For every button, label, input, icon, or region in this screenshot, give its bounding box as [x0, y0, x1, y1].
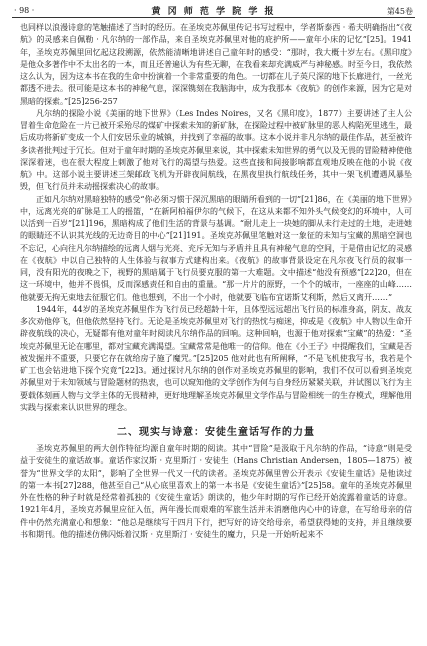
- section-heading: 二、现实与诗意：安徒生童话写作的力量: [117, 427, 315, 438]
- body-paragraph: 凡尔纳的探险小说《美丽的地下世界》（Les Indes Noires，又名《黑印度》，1877）主要讲述了主人公冒着生命危险在一片已被开采殆尽的煤矿中探索未知的新矿脉，在探险过程中被矿脉里的恶人构陷死里逃生，最后成功将新矿变成一个人们安居乐业的城镇，并找到了幸福的故事。这本小说并非凡尔纳的最佳作品，甚至被许多读者批判过于冗长。但对于童年时期的圣埃克苏佩里来说，其中探索未知世界的勇气以及无畏的冒险精神使他深深着迷，也在很大程度上刺激了他对飞行的渴望与热爱。这些直接和间接影响都直观地反映在他的小说《夜航》中。这部小说主要讲述三架邮政飞机为开辟夜间航线，在黑夜里执行航线任务，其中一架飞机遭遇风暴坠毁，但飞行员并未动摇探索决心的故事。: [20, 108, 412, 192]
- article-body: [20, 22, 412, 642]
- page-header: [14, 2, 413, 18]
- body-paragraph: 1944年，44岁的圣埃克苏佩里作为飞行员已经超龄十年，且体型远远超出飞行员的标准身高，阴友、战友多次劝他停飞，但他依然坚持飞行。无论是圣埃克苏佩里对飞行的热忱与痴迷，抑或是《夜航》中人物以生命开辟夜航线的决心，无疑都有他对童年时阅读凡尔纳作品的回响。这种回响，也源于他对探索“宝藏”的热爱：“圣埃克苏佩里无论在哪里，都对宝藏充满渴望。宝藏常常是他唯一的信仰。他在《小王子》中提醒我们，宝藏是否被发掘并不重要，只要它存在就给房子施了魔咒。”[25]205 他对此也有所阐释，“不是飞机使我写书，我若是个矿工也会钻进地下探个究竟”[22]3。通过探讨凡尔纳的创作对圣埃克苏佩里的影响，我们不仅可以看到圣埃克苏佩里对于未知领域与冒险题材的热衷，也可以窥知他的文学创作为何与自身经历紧紧关联，并试图以飞行为主要载体刻画人物与文学主体的无畏精神，更好地理解圣埃克苏佩里文学作品与冒险相统一的生存模式，理解他用实践与探索来认识世界的理念。: [20, 304, 412, 412]
- body-paragraph: 也同样以浪漫诗意的笔触描述了当时的经历。在圣埃克苏佩里传记书写过程中，学者斯泰西 · 希夫明确指出“《夜航》的灵感来自佩勒 · 凡尔纳的一部作品，来自圣埃克苏佩里对他的庇护所——童年小床的记忆”[25]。1941年，圣埃克苏佩里回忆起这段溯源，依然能清晰地讲述自己童年时的感受：“那时，我大概十岁左右。《黑印度》是他众多著作中不太出名的一本，而且还普遍认为有些无聊，在我看来却充满威严与神秘感。时至今日，我依然这么认为，因为这本书在我的生命中扮演着一个非常重要的角色。一切都在儿子英尺深的地下长廊进行，一丝光都透不进去。很可能是这本书的神秘气息，深深镌刻在我脑海中，成为我那本《夜航》的创作来源，因为它是对黑暗的探索。”[25]256-257: [20, 23, 412, 106]
- volume-label: 第45卷: [386, 7, 413, 16]
- journal-title: 黄 冈 师 范 学 院 学 报: [151, 7, 276, 17]
- page-number: · 98 ·: [14, 6, 35, 15]
- paragraph-group-bottom: [20, 443, 412, 541]
- body-paragraph: 圣埃克苏佩里的两大创作特征均源自童年时期的阅读。其中“冒险”是汲取于凡尔纳的作品，“诗意”则是受益于安徒生的童话故事。童话作家汉斯 · 克里斯汀 · 安徒生（Hans Christian Andersen，1805—1875）被誉为“世界文学的太阳”，影响了全世界一代又一代的读者。圣埃克苏佩里曾公开表示《安徒生童话》是他读过的第一本书[27]288，他甚至自己“从心底里喜欢上的第一本书是《安徒生童话》”[25]58。童年的圣埃克苏佩里外在性格的种子时就是经常着孤独的《安徒生童话》朗读的，他少年时期的写作已经开始流露着童话的诗意。1921年4月，圣埃克苏佩里应征入伍，两年漫长而艰难的军旅生活并未消磨他内心中的诗意，在写给母亲的信件中仍然充满童心和想象：“他总是继续写于四月下行，把写好的诗交给母亲，希望获得她的支持，并且继续要书和期刊。他的描述仿佛闪烁着汉斯 · 克里斯汀 · 安徒生的魔力，只是一开始听起来不: [20, 444, 412, 539]
- paragraph-group-top: [20, 22, 412, 414]
- header-rule: [12, 17, 415, 18]
- body-paragraph: 正如凡尔纳对黑暗独特的感受“你必须习惯于深沉黑暗的眼睛所看到的一切”[21]86，在《美丽的地下世界》中，远离光亮的矿脉是工人的摇篮，“在新阿柏福伊尔的气候下，在这从来都不知外头气候变幻的环境中，人可以活到一百岁”[21]196，黑暗构成了他们生活的背景与基调。“耐儿走上一块她的脚从未行走过的土地，走进她的眼睛还不认识其光线的无边奇目的中心”[21]191。圣埃克苏佩里笔触对这一象征的未知与宝藏的黑暗空洞也不忘记，心向往凡尔纳描绘的远离人烟与光亮、充斥无知与矛盾并且具有神秘气息的空间，于是借由记忆的灵感在《夜航》中以自己独特的人生体验与叙事方式建构出来。《夜航》的故事背景设定在凡尔夜飞行员的叙事一同，没有阳光的夜晚之下，视野的黑暗属于飞行员要克服的第一大难题。文中描述“他没有预感”[22]20，但在这一环境中，他并不畏惧，反而深感责任和自由的重量。“那一片片的原野，一个个的城市，一座座的山峰……他就要无拘无束地去征服它们。他也想到，不出一个小时，他就要飞临布宜诺斯艾利斯，然后又离开……”: [20, 194, 412, 302]
